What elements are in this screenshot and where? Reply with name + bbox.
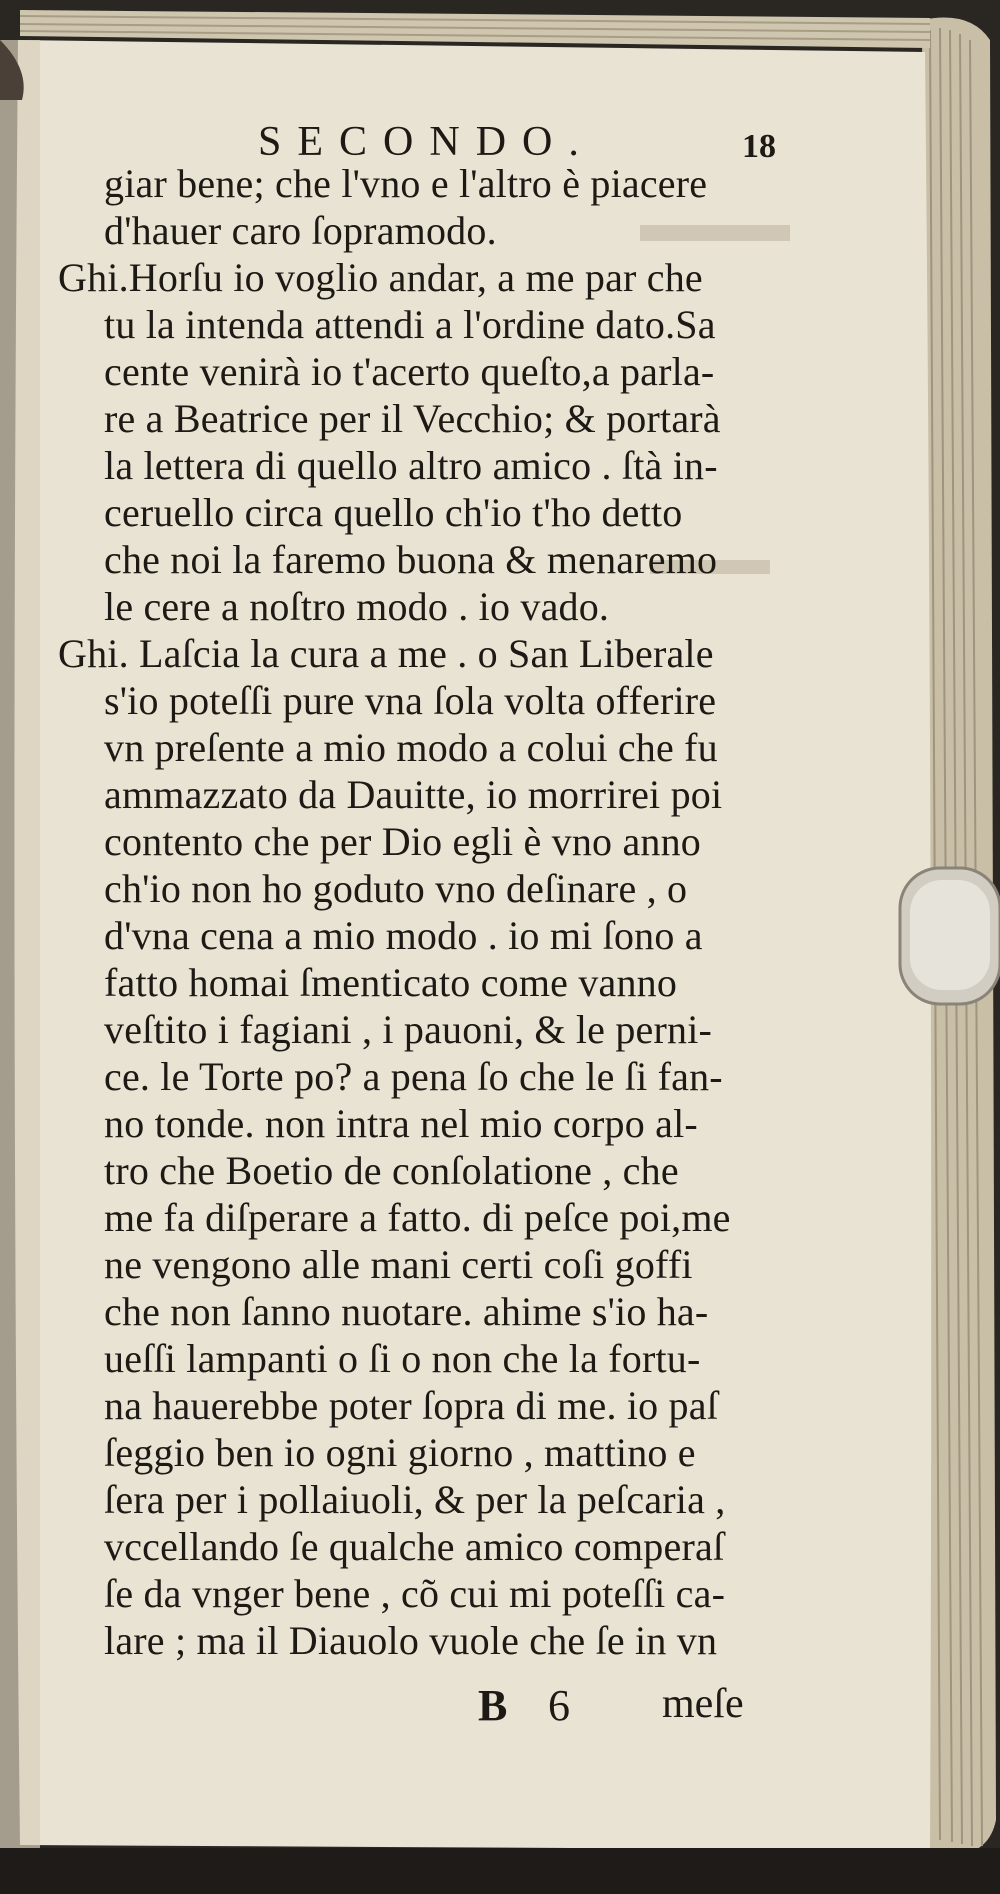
text-line: ceruello circa quello ch'io t'ho detto [104, 490, 683, 535]
text-line: contento che per Dio egli è vno anno [104, 819, 702, 864]
text-line: Ghi. Laſcia la cura a me . o San Liberale [58, 631, 714, 676]
text-line: cente venirà io t'acerto queſto,a parla- [104, 349, 715, 394]
text-line: ch'io non ho goduto vno deſinare , o [104, 866, 688, 911]
text-line: che non ſanno nuotare. ahime s'io ha- [104, 1289, 709, 1334]
text-line: la lettera di quello altro amico . ſtà in- [104, 443, 718, 488]
text-line: no tonde. non intra nel mio corpo al- [104, 1101, 698, 1146]
signature-number: 6 [548, 1681, 570, 1730]
text-line: ſe da vnger bene , cõ cui mi poteſſi ca- [104, 1571, 726, 1616]
text-line: tu la intenda attendi a l'ordine dato.Sa [104, 302, 716, 347]
text-line: ueſſi lampanti o ſi o non che la fortu- [104, 1336, 701, 1381]
text-line: che noi la faremo buona & menaremo [104, 537, 718, 582]
text-line: s'io poteſſi pure vna ſola volta offerire [104, 678, 717, 723]
text-line: tro che Boetio de conſolatione , che [104, 1148, 679, 1193]
text-line: vn preſente a mio modo a colui che fu [104, 725, 718, 770]
text-line: ce. le Torte po? a pena ſo che le ſi fan- [104, 1054, 723, 1099]
text-line: Ghi.Horſu io voglio andar, a me par che [58, 255, 703, 300]
folio-number: 18 [742, 128, 776, 165]
text-line: ne vengono alle mani certi coſi goffi [104, 1242, 693, 1287]
text-line: fatto homai ſmenticato come vanno [104, 960, 678, 1005]
signature-mark: B [478, 1681, 508, 1730]
text-line: ſera per i pollaiuoli, & per la peſcaria , [104, 1477, 726, 1522]
text-line: ammazzato da Dauitte, io morrirei poi [104, 772, 723, 817]
text-line: ſeggio ben io ogni giorno , mattino e [104, 1430, 696, 1475]
text-line: na hauerebbe poter ſopra di me. io paſ [104, 1383, 719, 1428]
text-line: le cere a noſtro modo . io vado. [104, 584, 610, 629]
text-line: giar bene; che l'vno e l'altro è piacere [104, 161, 708, 206]
text-line: d'hauer caro ſopramodo. [104, 208, 497, 253]
text-line: d'vna cena a mio modo . io mi ſono a [104, 913, 703, 958]
text-line: veſtito i fagiani , i pauoni, & le perni- [104, 1007, 713, 1052]
text-line: re a Beatrice per il Vecchio; & portarà [104, 396, 721, 441]
text-line: me fa diſperare a fatto. di peſce poi,me [104, 1195, 731, 1240]
catchword: meſe [662, 1681, 744, 1727]
running-head: SECONDO. [258, 119, 595, 165]
text-line: vccellando ſe qualche amico comperaſ [104, 1524, 725, 1569]
text-line: lare ; ma il Diauolo vuole che ſe in vn [104, 1618, 718, 1663]
